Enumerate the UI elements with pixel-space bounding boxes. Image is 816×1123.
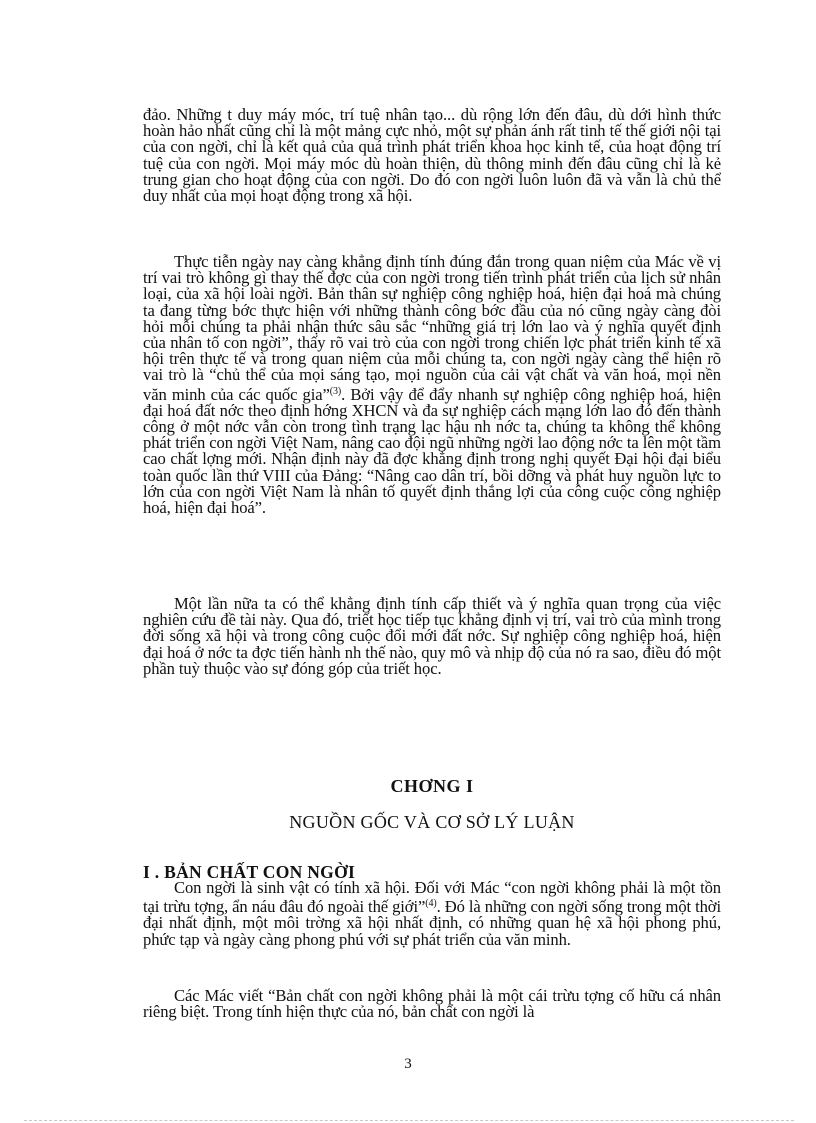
paragraph-human-nature-text-a: Con ngời là sinh vật có tính xã hội. Đối với Mác “con ngời không phải là một tồn tại trừu tợng, ẩn náu đâu đó ngoài thế giới” <box>143 878 721 917</box>
page-bottom-divider <box>24 1120 794 1121</box>
footnote-ref-4: (4) <box>425 898 437 910</box>
paragraph-practice-text-a: Thực tiễn ngày nay càng khẳng định tính đúng đắn trong quan niệm của Mác về vị trí vai trò không gì thay thế đợc của con ngời trong tiến trình phát triển của lịch sử nhân loại, của xã hội loài ngời. Bản thân sự nghiệp công nghiệp hoá, hiện đại hoá mà chúng ta đang từng bớc thực hiện với những thành công bớc đầu của nó cũng ngày càng đòi hỏi mỗi chúng ta phải nhận thức sâu sắc “những giá trị lớn lao và ý nghĩa quyết định của nhân tố con ngời”, thấy rõ vai trò của con ngời trong chiến lợc phát triển kinh tế xã hội trên thực tế và trong quan niệm của mỗi chúng ta, con ngời ngày càng thể hiện rõ vai trò là “chủ thể của mọi sáng tạo, mọi nguồn của cải vật chất và văn hoá, mọi nền văn minh của các quốc gia” <box>143 252 721 404</box>
footnote-ref-3: (3) <box>329 385 342 397</box>
paragraph-human-nature <box>143 880 721 948</box>
paragraph-practice <box>143 254 721 516</box>
paragraph-intro-continuation: đảo. Những t duy máy móc, trí tuệ nhân tạo... dù rộng lớn đến đâu, dù dới hình thức hoàn hảo nhất cũng chỉ là một mảng cực nhỏ, một sự phản ánh rất tinh tế thế giới nội tại của con ngời, chỉ là kết quả của quá trình phát triển khoa học kinh tế, của hoạt động trí tuệ của con ngời. Mọi máy móc dù hoàn thiện, dù thông minh đến đâu cũng chỉ là kẻ trung gian cho hoạt động của con ngời. Do đó con ngời luôn luôn đã và vẫn là chủ thể duy nhất của mọi hoạt động trong xã hội. <box>143 105 721 206</box>
paragraph-human-nature-text-b: . Đó là những con ngời sống trong một thời đại nhất định, một môi trờng xã hội nhất định, có những quan hệ xã hội phong phú, phức tạp và ngày càng phong phú với sự phát triển của văn minh. <box>143 897 721 949</box>
paragraph-practice-text-b: . Bởi vậy để đẩy nhanh sự nghiệp công nghiệp hoá, hiện đại hoá đất nớc theo định hớng XHCN và đa sự nghiệp cách mạng lớn lao đó đến thành công ở một nớc vẫn còn trong tình trạng lạc hậu nh nớc ta, chúng ta không thể không phát triển con ngời Việt Nam, nâng cao đội ngũ những ngời lao động nớc ta lên một tầm cao chất lợng mới. Nhận định này đã đợc khẳng định trong nghị quyết Đại hội đại biểu toàn quốc lần thứ VIII của Đảng: “Nâng cao dân trí, bồi dỡng và phát huy nguồn lực to lớn của con ngời Việt Nam là nhân tố quyết định thắng lợi của công cuộc công nghiệp hoá, hiện đại hoá”. <box>143 384 721 518</box>
chapter-number: CHƠNG I <box>390 776 474 796</box>
page-number: 3 <box>404 1056 412 1072</box>
section-heading: I . BẢN CHẤT CON NGỜI <box>143 862 356 882</box>
paragraph-significance: Một lần nữa ta có thể khẳng định tính cấp thiết và ý nghĩa quan trọng của việc nghiên cứu đề tài này. Qua đó, triết học tiếp tục khẳng định vị trí, vai trò của mình trong đời sống xã hội và trong công cuộc đổi mới đất nớc. Sự nghiệp công nghiệp hoá, hiện đại hoá ở nớc ta đợc tiến hành nh thế nào, quy mô và nhịp độ của nó ra sao, điều đó một phần tuỳ thuộc vào sự đóng góp của triết học. <box>143 594 721 678</box>
chapter-title: NGUỒN GỐC VÀ CƠ SỞ LÝ LUẬN <box>289 812 575 832</box>
paragraph-marx-quote: Các Mác viết “Bản chất con ngời không phải là một cái trừu tợng cố hữu cá nhân riêng biệt. Trong tính hiện thực của nó, bản chất con ngời là <box>143 986 721 1022</box>
